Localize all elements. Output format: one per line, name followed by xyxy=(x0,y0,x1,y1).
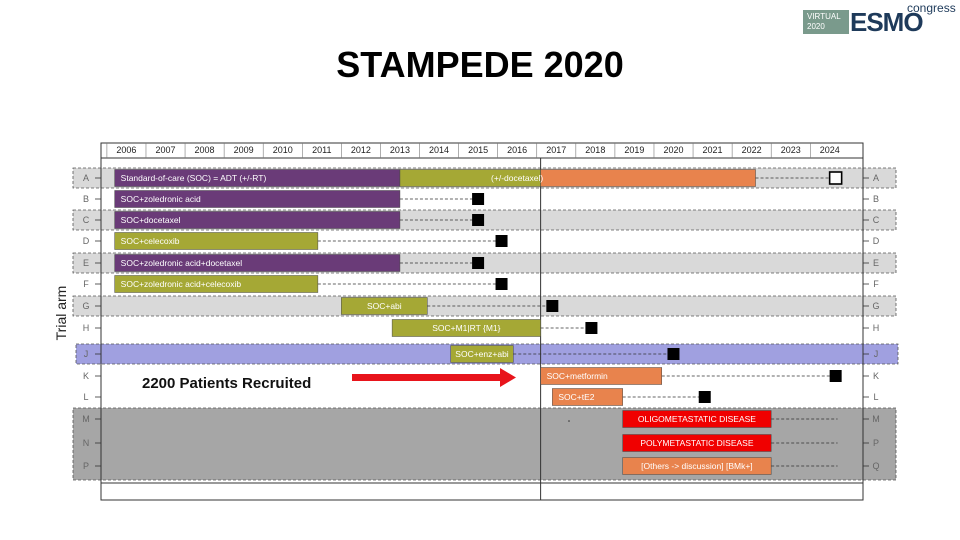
x-tick-label-2015: 2015 xyxy=(468,145,489,155)
row-letter-left-E: E xyxy=(82,258,90,268)
arm-label-J-0: SOC+enz+abi xyxy=(455,349,509,359)
row-letter-left-A: A xyxy=(82,173,90,183)
arm-label-P-0: [Others -> discussion] [BMk+] xyxy=(641,461,753,471)
row-letter-right-A: A xyxy=(872,173,880,183)
row-letter-left-J: J xyxy=(83,349,89,359)
logo-esmo-wordmark: ESMO xyxy=(850,7,923,37)
x-tick-label-2012: 2012 xyxy=(350,145,371,155)
completion-marker-F xyxy=(496,278,508,290)
x-tick-label-2020: 2020 xyxy=(663,145,684,155)
arm-label-E-0: SOC+zoledronic acid+docetaxel xyxy=(120,258,243,268)
row-letter-right-P: P xyxy=(872,438,880,448)
completion-marker-B xyxy=(472,193,484,205)
y-axis-label: Trial arm xyxy=(53,285,69,341)
completion-marker-D xyxy=(496,235,508,247)
arm-span-label-A: (+/-docetaxel) xyxy=(491,173,544,183)
row-letter-right-B: B xyxy=(872,194,880,204)
arm-label-N-0: POLYMETASTATIC DISEASE xyxy=(640,438,754,448)
row-letter-right-K: K xyxy=(872,371,880,381)
logo-virtual-badge: VIRTUAL 2020 xyxy=(803,10,849,34)
x-tick-label-2021: 2021 xyxy=(702,145,723,155)
x-tick-label-2019: 2019 xyxy=(624,145,645,155)
row-letter-left-B: B xyxy=(82,194,90,204)
red-arrow-shaft xyxy=(352,374,502,381)
row-letter-right-E: E xyxy=(872,258,880,268)
x-tick-label-2017: 2017 xyxy=(546,145,567,155)
x-tick-label-2013: 2013 xyxy=(389,145,410,155)
red-arrow-head xyxy=(500,368,516,387)
x-tick-label-2018: 2018 xyxy=(585,145,606,155)
completion-marker-G xyxy=(546,300,558,312)
ongoing-marker-A xyxy=(830,172,842,184)
recruitment-annotation: 2200 Patients Recruited xyxy=(142,375,312,392)
row-letter-left-F: F xyxy=(83,279,89,289)
arm-label-K-0: SOC+metformin xyxy=(546,371,608,381)
x-tick-label-2006: 2006 xyxy=(116,145,137,155)
completion-marker-C xyxy=(472,214,484,226)
x-tick-label-2007: 2007 xyxy=(155,145,176,155)
x-tick-label-2009: 2009 xyxy=(233,145,254,155)
arm-label-L-0: SOC+tE2 xyxy=(558,392,595,402)
row-letter-left-C: C xyxy=(82,215,90,225)
row-letter-left-G: G xyxy=(82,301,90,311)
arm-label-B-0: SOC+zoledronic acid xyxy=(120,194,201,204)
x-tick-label-2016: 2016 xyxy=(507,145,528,155)
arm-label-C-0: SOC+docetaxel xyxy=(120,215,181,225)
completion-marker-E xyxy=(472,257,484,269)
arm-label-F-0: SOC+zoledronic acid+celecoxib xyxy=(120,279,242,289)
slide-title: STAMPEDE 2020 xyxy=(336,44,624,85)
arm-bar-A-2 xyxy=(541,170,756,187)
row-letter-right-H: H xyxy=(872,323,880,333)
completion-marker-L xyxy=(699,391,711,403)
row-letter-left-L: L xyxy=(83,392,89,402)
x-tick-label-2024: 2024 xyxy=(819,145,840,155)
row-letter-left-D: D xyxy=(82,236,90,246)
arm-label-G-0: SOC+abi xyxy=(366,301,402,311)
row-letter-right-Q: Q xyxy=(872,461,880,471)
row-letter-left-H: H xyxy=(82,323,90,333)
row-letter-right-F: F xyxy=(873,279,879,289)
completion-marker-K xyxy=(830,370,842,382)
x-tick-label-2011: 2011 xyxy=(312,145,332,155)
row-letter-left-M: M xyxy=(82,414,90,424)
arm-label-D-0: SOC+celecoxib xyxy=(120,236,180,246)
row-letter-left-N: N xyxy=(82,438,90,448)
row-letter-right-M: M xyxy=(872,414,880,424)
row-letter-right-D: D xyxy=(872,236,880,246)
row-letter-right-J: J xyxy=(873,349,879,359)
row-letter-right-L: L xyxy=(873,392,879,402)
band-dot xyxy=(568,420,570,422)
row-letter-left-K: K xyxy=(82,371,90,381)
logo-congress-text: congress xyxy=(907,1,956,15)
arm-label-H-0: SOC+M1|RT {M1} xyxy=(432,323,501,333)
arm-label-A-0: Standard-of-care (SOC) = ADT (+/-RT) xyxy=(120,173,267,183)
completion-marker-H xyxy=(585,322,597,334)
row-letter-left-P: P xyxy=(82,461,90,471)
x-tick-label-2008: 2008 xyxy=(194,145,215,155)
x-tick-label-2023: 2023 xyxy=(780,145,801,155)
row-letter-right-C: C xyxy=(872,215,880,225)
x-tick-label-2010: 2010 xyxy=(272,145,293,155)
completion-marker-J xyxy=(667,348,679,360)
x-tick-label-2014: 2014 xyxy=(428,145,450,155)
arm-label-M-0: OLIGOMETASTATIC DISEASE xyxy=(637,414,756,424)
row-letter-right-G: G xyxy=(872,301,880,311)
x-tick-label-2022: 2022 xyxy=(741,145,762,155)
